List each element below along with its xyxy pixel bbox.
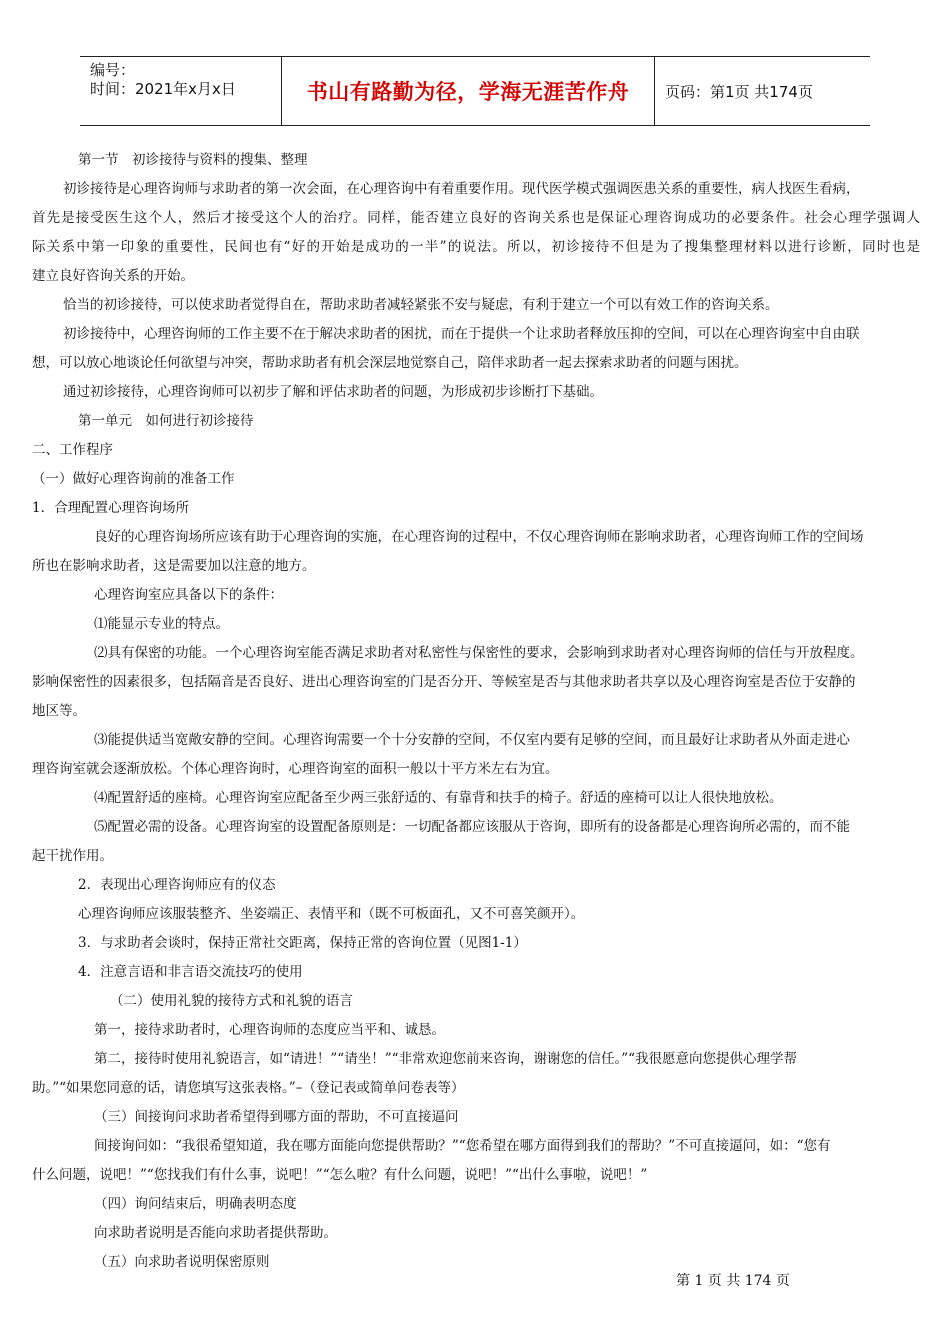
paragraph-line: 良好的心理咨询场所应该有助于心理咨询的实施，在心理咨询的过程中，不仅心理咨询师在影响求助者，心理咨询师工作的空间场	[94, 529, 864, 545]
subheading: 二、工作程序	[32, 442, 113, 458]
header-page-label: 页码：第1页 共174页	[665, 82, 813, 101]
page-header	[80, 56, 870, 126]
subheading: （五）向求助者说明保密原则	[94, 1254, 270, 1270]
header-meta-cell	[80, 57, 282, 125]
paragraph-line: 心理咨询室应具备以下的条件：	[94, 587, 283, 603]
paragraph-line: 向求助者说明是否能向求助者提供帮助。	[94, 1225, 337, 1241]
subheading: （三）间接询问求助者希望得到哪方面的帮助，不可直接逼问	[94, 1109, 459, 1125]
subheading: 4．注意言语和非言语交流技巧的使用	[78, 964, 303, 980]
paragraph-line: 第一，接待求助者时，心理咨询师的态度应当平和、诚恳。	[94, 1022, 445, 1038]
paragraph-line: 第二，接待时使用礼貌语言，如“请进！”“请坐！”“非常欢迎您前来咨询，谢谢您的信任。”“我很愿意向您提供心理学帮	[94, 1051, 798, 1067]
list-item: ⑸配置必需的设备。心理咨询室的设置配备原则是：一切配备都应该服从于咨询，即所有的设备都是心理咨询所必需的，而不能	[94, 819, 850, 835]
paragraph-line: 通过初诊接待，心理咨询师可以初步了解和评估求助者的问题，为形成初步诊断打下基础。	[63, 384, 603, 400]
subheading: （二）使用礼貌的接待方式和礼貌的语言	[110, 993, 353, 1009]
section-heading: 第一节 初诊接待与资料的搜集、整理	[78, 152, 308, 168]
document-time-label: 时间：2021年x月x日	[90, 80, 236, 98]
list-item: ⑶能提供适当宽敞安静的空间。心理咨询需要一个十分安静的空间，不仅室内要有足够的空间，而且最好让求助者从外面走进心	[94, 732, 850, 748]
paragraph-line: 首先是接受医生这个人，然后才接受这个人的治疗。同样，能否建立良好的咨询关系也是保证心理咨询成功的必要条件。社会心理学强调人	[32, 210, 920, 226]
list-item: ⑵具有保密的功能。一个心理咨询室能否满足求助者对私密性与保密性的要求，会影响到求助者对心理咨询师的信任与开放程度。	[94, 645, 864, 661]
paragraph-line: 建立良好咨询关系的开始。	[32, 268, 194, 284]
paragraph-line: 所也在影响求助者，这是需要加以注意的地方。	[32, 558, 316, 574]
page-footer: 第 1 页 共 174 页	[676, 1273, 790, 1289]
subheading: （一）做好心理咨询前的准备工作	[32, 471, 235, 487]
paragraph-line: 地区等。	[32, 703, 86, 719]
list-item: ⑴能显示专业的特点。	[94, 616, 229, 632]
paragraph-line: 想，可以放心地谈论任何欲望与冲突，帮助求助者有机会深层地觉察自己，陪伴求助者一起去探索求助者的问题与困扰。	[32, 355, 748, 371]
paragraph-line: 理咨询室就会逐渐放松。个体心理咨询时，心理咨询室的面积一般以十平方米左右为宜。	[32, 761, 559, 777]
subheading: 1．合理配置心理咨询场所	[32, 500, 190, 516]
paragraph-line: 助。”“如果您同意的话，请您填写这张表格。”–（登记表或简单问卷表等）	[32, 1080, 465, 1096]
subheading: 3．与求助者会谈时，保持正常社交距离，保持正常的咨询位置（见图1-1）	[78, 935, 527, 951]
subheading: 2．表现出心理咨询师应有的仪态	[78, 877, 276, 893]
paragraph-line: 初诊接待中，心理咨询师的工作主要不在于解决求助者的困扰，而在于提供一个让求助者释放压抑的空间，可以在心理咨询室中自由联	[63, 326, 860, 342]
list-item: ⑷配置舒适的座椅。心理咨询室应配备至少两三张舒适的、有靠背和扶手的椅子。舒适的座椅可以让人很快地放松。	[94, 790, 783, 806]
paragraph-line: 影响保密性的因素很多，包括隔音是否良好、进出心理咨询室的门是否分开、等候室是否与其他求助者共享以及心理咨询室是否位于安静的	[32, 674, 856, 690]
document-number-label: 编号：	[90, 61, 136, 79]
unit-heading: 第一单元 如何进行初诊接待	[78, 413, 254, 429]
paragraph-line: 际关系中第一印象的重要性，民间也有“好的开始是成功的一半”的说法。所以，初诊接待不但是为了搜集整理材料以进行诊断，同时也是	[32, 239, 920, 255]
subheading: （四）询问结束后，明确表明态度	[94, 1196, 297, 1212]
paragraph-line: 间接询问如：“我很希望知道，我在哪方面能向您提供帮助？”“您希望在哪方面得到我们的帮助？”不可直接逼问，如：“您有	[94, 1138, 831, 1154]
paragraph-line: 恰当的初诊接待，可以使求助者觉得自在，帮助求助者减轻紧张不安与疑虑，有利于建立一个可以有效工作的咨询关系。	[63, 297, 779, 313]
paragraph-line: 起干扰作用。	[32, 848, 113, 864]
paragraph-line: 什么问题，说吧！”“您找我们有什么事，说吧！”“怎么啦？有什么问题，说吧！”“出什么事啦，说吧！”	[32, 1167, 648, 1183]
paragraph-line: 心理咨询师应该服装整齐、坐姿端正、表情平和（既不可板面孔，又不可喜笑颜开）。	[78, 906, 585, 922]
header-motto: 书山有路勤为径，学海无涯苦作舟	[282, 57, 655, 125]
paragraph-line: 初诊接待是心理咨询师与求助者的第一次会面，在心理咨询中有着重要作用。现代医学模式强调医患关系的重要性，病人找医生看病，	[63, 181, 860, 197]
